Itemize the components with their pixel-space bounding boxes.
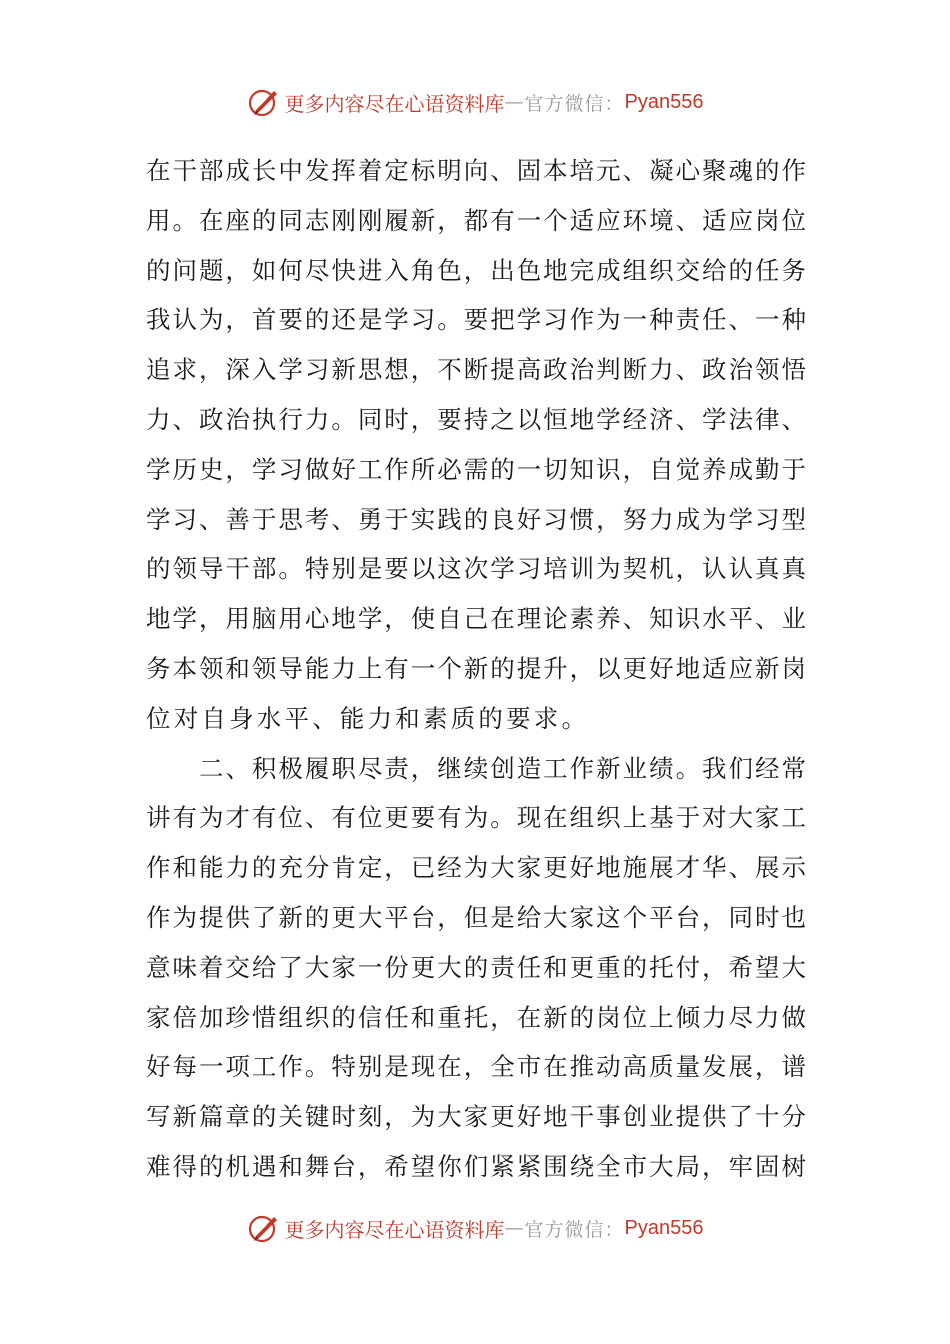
header-wechat-label: 官方微信： bbox=[524, 92, 625, 115]
text-line: 意味着交给了大家一份更大的责任和更重的托付，希望大 bbox=[146, 952, 806, 982]
text-line: 追求，深入学习新思想，不断提高政治判断力、政治领悟 bbox=[146, 355, 806, 385]
text-line: 好每一项工作。特别是现在，全市在推动高质量发展，谱 bbox=[146, 1052, 806, 1082]
text-line: 力、政治执行力。同时，要持之以恒地学经济、学法律、 bbox=[146, 404, 806, 434]
quill-pen-logo-icon bbox=[247, 85, 281, 119]
section-heading-line: 二、积极履职尽责，继续创造工作新业绩。我们经常 bbox=[146, 753, 806, 783]
footer-wechat-id: Pyan556 bbox=[624, 1216, 704, 1239]
header-banner bbox=[0, 82, 950, 122]
paragraph-end-line: 位对自身水平、能力和素质的要求。 bbox=[146, 703, 590, 733]
text-line: 学历史，学习做好工作所必需的一切知识，自觉养成勤于 bbox=[146, 454, 806, 484]
text-line: 地学，用脑用心地学，使自己在理论素养、知识水平、业 bbox=[146, 604, 806, 634]
text-line: 作和能力的充分肯定，已经为大家更好地施展才华、展示 bbox=[146, 853, 806, 883]
footer-wechat-label: 官方微信： bbox=[524, 1218, 625, 1241]
text-line: 作为提供了新的更大平台，但是给大家这个平台，同时也 bbox=[146, 902, 806, 932]
text-line: 学习、善于思考、勇于实践的良好习惯，努力成为学习型 bbox=[146, 504, 806, 534]
text-line: 难得的机遇和舞台，希望你们紧紧围绕全市大局，牢固树 bbox=[146, 1151, 806, 1181]
text-line: 在干部成长中发挥着定标明向、固本培元、凝心聚魂的作 bbox=[146, 156, 806, 185]
text-line: 写新篇章的关键时刻，为大家更好地干事创业提供了十分 bbox=[146, 1102, 806, 1132]
text-line: 务本领和领导能力上有一个新的提升，以更好地适应新岗 bbox=[146, 653, 806, 683]
text-line: 我认为，首要的还是学习。要把学习作为一种责任、一种 bbox=[146, 305, 806, 335]
footer-dash: — bbox=[504, 1217, 525, 1239]
text-line: 的领导干部。特别是要以这次学习培训为契机，认认真真 bbox=[146, 554, 806, 584]
text-line: 家倍加珍惜组织的信任和重托，在新的岗位上倾力尽力做 bbox=[146, 1002, 806, 1032]
text-line: 用。在座的同志刚刚履新，都有一个适应环境、适应岗位 bbox=[146, 205, 806, 235]
document-body bbox=[146, 146, 806, 1192]
text-line: 的问题，如何尽快进入角色，出色地完成组织交给的任务 bbox=[146, 255, 806, 285]
footer-banner bbox=[0, 1208, 950, 1248]
header-dash: — bbox=[504, 91, 525, 113]
header-brand-text: 更多内容尽在心语资料库 bbox=[284, 91, 505, 116]
footer-brand-text: 更多内容尽在心语资料库 bbox=[284, 1217, 505, 1242]
header-wechat-id: Pyan556 bbox=[624, 90, 704, 113]
quill-pen-logo-icon bbox=[247, 1211, 281, 1245]
text-line: 讲有为才有位、有位更要有为。现在组织上基于对大家工 bbox=[146, 803, 806, 833]
